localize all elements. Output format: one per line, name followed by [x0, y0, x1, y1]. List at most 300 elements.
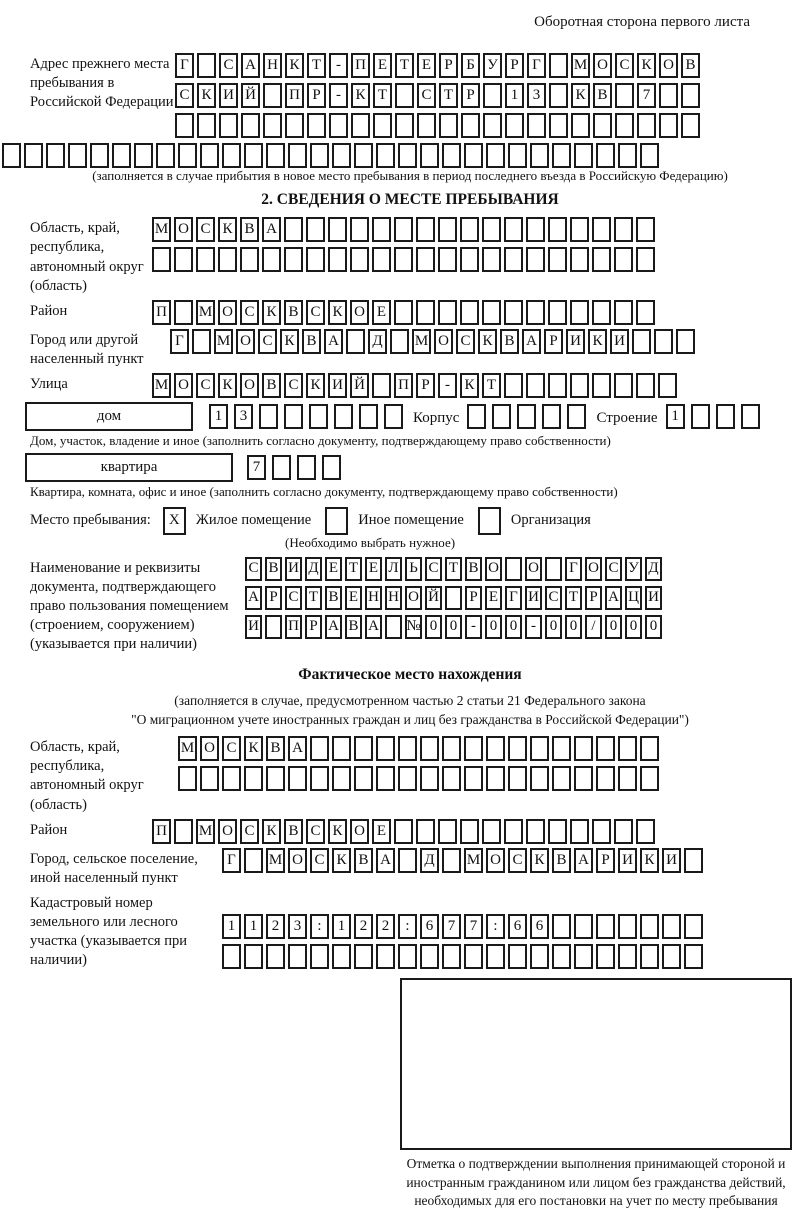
char-box[interactable]: 7 [442, 914, 461, 939]
char-box[interactable]: Т [565, 586, 582, 610]
char-box[interactable] [394, 300, 413, 325]
char-box[interactable] [395, 113, 414, 138]
char-box[interactable]: О [659, 53, 678, 78]
char-box[interactable] [662, 944, 681, 969]
char-box[interactable]: Г [170, 329, 189, 354]
char-box[interactable]: К [262, 819, 281, 844]
char-box[interactable]: И [219, 83, 238, 108]
char-box[interactable]: Г [222, 848, 241, 873]
char-box[interactable]: Е [417, 53, 436, 78]
char-box[interactable] [464, 143, 483, 168]
char-box[interactable] [439, 113, 458, 138]
char-box[interactable] [394, 217, 413, 242]
char-box[interactable]: И [662, 848, 681, 873]
char-box[interactable] [240, 247, 259, 272]
char-box[interactable]: О [218, 819, 237, 844]
char-box[interactable] [636, 819, 655, 844]
char-box[interactable] [632, 329, 651, 354]
char-box[interactable] [530, 736, 549, 761]
char-box[interactable]: М [266, 848, 285, 873]
char-box[interactable] [530, 944, 549, 969]
char-box[interactable] [244, 944, 263, 969]
char-box[interactable] [46, 143, 65, 168]
char-box[interactable] [574, 143, 593, 168]
char-box[interactable]: 1 [332, 914, 351, 939]
char-box[interactable] [548, 373, 567, 398]
char-box[interactable]: М [412, 329, 431, 354]
char-box[interactable] [508, 736, 527, 761]
char-box[interactable]: И [618, 848, 637, 873]
char-box[interactable]: 7 [247, 455, 266, 480]
cadastral-row2[interactable] [222, 944, 703, 969]
char-box[interactable]: Р [596, 848, 615, 873]
char-box[interactable] [307, 113, 326, 138]
char-box[interactable] [200, 766, 219, 791]
char-box[interactable] [310, 766, 329, 791]
char-box[interactable] [526, 217, 545, 242]
char-box[interactable]: В [345, 615, 362, 639]
char-box[interactable] [398, 944, 417, 969]
char-box[interactable] [420, 766, 439, 791]
char-box[interactable] [174, 819, 193, 844]
char-box[interactable] [618, 944, 637, 969]
char-box[interactable] [517, 404, 536, 429]
char-box[interactable] [284, 217, 303, 242]
char-box[interactable]: Й [350, 373, 369, 398]
char-box[interactable]: К [280, 329, 299, 354]
char-box[interactable] [552, 766, 571, 791]
char-box[interactable]: С [310, 848, 329, 873]
char-box[interactable]: Т [445, 557, 462, 581]
char-box[interactable]: В [284, 819, 303, 844]
char-box[interactable] [570, 373, 589, 398]
char-box[interactable] [178, 143, 197, 168]
char-box[interactable] [346, 329, 365, 354]
char-box[interactable] [640, 143, 659, 168]
char-box[interactable] [390, 329, 409, 354]
char-box[interactable] [549, 53, 568, 78]
char-box[interactable]: В [552, 848, 571, 873]
char-box[interactable] [24, 143, 43, 168]
char-box[interactable]: С [615, 53, 634, 78]
char-box[interactable]: 3 [234, 404, 253, 429]
district-row[interactable] [152, 300, 655, 325]
char-box[interactable]: Н [365, 586, 382, 610]
char-box[interactable]: А [262, 217, 281, 242]
char-box[interactable] [420, 143, 439, 168]
char-box[interactable] [310, 143, 329, 168]
char-box[interactable]: К [306, 373, 325, 398]
char-box[interactable] [508, 143, 527, 168]
char-box[interactable]: : [398, 914, 417, 939]
char-box[interactable]: К [640, 848, 659, 873]
char-box[interactable]: 0 [545, 615, 562, 639]
char-box[interactable]: В [354, 848, 373, 873]
char-box[interactable]: А [376, 848, 395, 873]
char-box[interactable]: 3 [288, 914, 307, 939]
char-box[interactable] [526, 819, 545, 844]
char-box[interactable] [309, 404, 328, 429]
char-box[interactable]: О [585, 557, 602, 581]
char-box[interactable]: К [478, 329, 497, 354]
char-box[interactable]: И [645, 586, 662, 610]
char-box[interactable]: О [236, 329, 255, 354]
char-box[interactable]: П [351, 53, 370, 78]
char-box[interactable]: И [245, 615, 262, 639]
char-box[interactable] [332, 766, 351, 791]
char-box[interactable] [482, 217, 501, 242]
char-box[interactable] [614, 300, 633, 325]
char-box[interactable]: О [174, 217, 193, 242]
char-box[interactable]: К [460, 373, 479, 398]
prev-address-row2[interactable] [175, 83, 700, 108]
char-box[interactable] [552, 143, 571, 168]
char-box[interactable] [329, 113, 348, 138]
char-box[interactable] [504, 247, 523, 272]
char-box[interactable] [716, 404, 735, 429]
char-box[interactable]: : [486, 914, 505, 939]
char-box[interactable]: Е [373, 53, 392, 78]
char-box[interactable] [306, 217, 325, 242]
char-box[interactable] [614, 819, 633, 844]
char-box[interactable] [385, 615, 402, 639]
char-box[interactable] [596, 143, 615, 168]
char-box[interactable] [636, 247, 655, 272]
char-box[interactable]: 0 [445, 615, 462, 639]
char-box[interactable] [684, 944, 703, 969]
char-box[interactable]: С [306, 300, 325, 325]
char-box[interactable] [530, 143, 549, 168]
char-box[interactable] [398, 736, 417, 761]
char-box[interactable] [259, 404, 278, 429]
char-box[interactable] [438, 217, 457, 242]
char-box[interactable] [614, 373, 633, 398]
char-box[interactable] [90, 143, 109, 168]
char-box[interactable]: О [350, 819, 369, 844]
char-box[interactable] [508, 944, 527, 969]
char-box[interactable]: А [365, 615, 382, 639]
char-box[interactable] [262, 247, 281, 272]
char-box[interactable] [684, 848, 703, 873]
char-box[interactable] [545, 557, 562, 581]
char-box[interactable] [288, 143, 307, 168]
char-box[interactable] [442, 944, 461, 969]
char-box[interactable]: О [174, 373, 193, 398]
char-box[interactable]: Т [307, 53, 326, 78]
char-box[interactable]: Н [263, 53, 282, 78]
char-box[interactable]: № [405, 615, 422, 639]
char-box[interactable]: Г [565, 557, 582, 581]
char-box[interactable] [416, 300, 435, 325]
char-box[interactable] [464, 766, 483, 791]
char-box[interactable]: И [285, 557, 302, 581]
char-box[interactable] [482, 300, 501, 325]
char-box[interactable] [505, 557, 522, 581]
char-box[interactable] [636, 373, 655, 398]
char-box[interactable] [636, 300, 655, 325]
char-box[interactable] [615, 83, 634, 108]
char-box[interactable]: С [240, 300, 259, 325]
char-box[interactable] [548, 819, 567, 844]
stroenie-boxes[interactable] [666, 404, 760, 429]
char-box[interactable] [442, 766, 461, 791]
char-box[interactable]: С [425, 557, 442, 581]
char-box[interactable]: 1 [244, 914, 263, 939]
char-box[interactable] [265, 615, 282, 639]
char-box[interactable] [354, 736, 373, 761]
char-box[interactable] [372, 247, 391, 272]
char-box[interactable] [526, 247, 545, 272]
char-box[interactable] [574, 766, 593, 791]
char-box[interactable] [68, 143, 87, 168]
char-box[interactable]: И [328, 373, 347, 398]
char-box[interactable]: 2 [266, 914, 285, 939]
char-box[interactable]: О [350, 300, 369, 325]
char-box[interactable] [288, 766, 307, 791]
char-box[interactable]: У [625, 557, 642, 581]
char-box[interactable] [614, 217, 633, 242]
char-box[interactable]: А [288, 736, 307, 761]
char-box[interactable] [659, 113, 678, 138]
char-box[interactable] [416, 247, 435, 272]
char-box[interactable] [548, 217, 567, 242]
char-box[interactable]: М [196, 819, 215, 844]
char-box[interactable] [542, 404, 561, 429]
char-box[interactable]: А [325, 615, 342, 639]
char-box[interactable]: Г [175, 53, 194, 78]
prev-address-row1[interactable] [175, 53, 700, 78]
char-box[interactable]: И [566, 329, 585, 354]
char-box[interactable]: А [522, 329, 541, 354]
char-box[interactable]: С [285, 586, 302, 610]
char-box[interactable]: О [218, 300, 237, 325]
char-box[interactable] [376, 766, 395, 791]
char-box[interactable] [174, 247, 193, 272]
char-box[interactable]: 2 [354, 914, 373, 939]
char-box[interactable]: 6 [508, 914, 527, 939]
char-box[interactable] [640, 736, 659, 761]
char-box[interactable]: М [152, 373, 171, 398]
char-box[interactable] [416, 217, 435, 242]
char-box[interactable]: В [265, 557, 282, 581]
char-box[interactable] [530, 766, 549, 791]
char-box[interactable]: 0 [425, 615, 442, 639]
char-box[interactable] [156, 143, 175, 168]
char-box[interactable]: В [266, 736, 285, 761]
char-box[interactable]: К [285, 53, 304, 78]
char-box[interactable] [461, 113, 480, 138]
fact-region-row2[interactable] [178, 766, 659, 791]
char-box[interactable]: Р [585, 586, 602, 610]
char-box[interactable] [527, 113, 546, 138]
char-box[interactable] [691, 404, 710, 429]
char-box[interactable] [654, 329, 673, 354]
char-box[interactable]: : [310, 914, 329, 939]
char-box[interactable]: М [152, 217, 171, 242]
char-box[interactable]: К [197, 83, 216, 108]
char-box[interactable]: К [328, 300, 347, 325]
char-box[interactable] [593, 113, 612, 138]
char-box[interactable]: Р [505, 53, 524, 78]
char-box[interactable] [416, 819, 435, 844]
char-box[interactable] [548, 300, 567, 325]
city-row[interactable] [170, 329, 695, 354]
char-box[interactable] [640, 914, 659, 939]
char-box[interactable] [741, 404, 760, 429]
char-box[interactable]: С [222, 736, 241, 761]
char-box[interactable] [334, 404, 353, 429]
char-box[interactable]: О [200, 736, 219, 761]
char-box[interactable]: Р [307, 83, 326, 108]
char-box[interactable]: К [637, 53, 656, 78]
char-box[interactable] [263, 113, 282, 138]
char-box[interactable] [297, 455, 316, 480]
char-box[interactable]: А [605, 586, 622, 610]
char-box[interactable] [395, 83, 414, 108]
char-box[interactable]: К [530, 848, 549, 873]
char-box[interactable]: О [525, 557, 542, 581]
char-box[interactable]: С [284, 373, 303, 398]
char-box[interactable]: 2 [376, 914, 395, 939]
char-box[interactable]: К [218, 217, 237, 242]
char-box[interactable] [285, 113, 304, 138]
char-box[interactable] [592, 247, 611, 272]
char-box[interactable] [438, 247, 457, 272]
char-box[interactable] [351, 113, 370, 138]
char-box[interactable]: С [219, 53, 238, 78]
char-box[interactable] [445, 586, 462, 610]
char-box[interactable] [332, 143, 351, 168]
char-box[interactable]: Б [461, 53, 480, 78]
char-box[interactable]: Р [461, 83, 480, 108]
char-box[interactable] [464, 736, 483, 761]
char-box[interactable]: А [324, 329, 343, 354]
char-box[interactable] [222, 944, 241, 969]
char-box[interactable] [592, 819, 611, 844]
checkbox-inoe[interactable] [325, 507, 348, 535]
char-box[interactable]: С [196, 373, 215, 398]
char-box[interactable]: 0 [565, 615, 582, 639]
char-box[interactable] [350, 247, 369, 272]
char-box[interactable] [592, 217, 611, 242]
char-box[interactable] [618, 914, 637, 939]
char-box[interactable] [373, 113, 392, 138]
char-box[interactable] [640, 766, 659, 791]
char-box[interactable]: К [351, 83, 370, 108]
char-box[interactable] [486, 736, 505, 761]
char-box[interactable] [398, 848, 417, 873]
char-box[interactable]: О [434, 329, 453, 354]
char-box[interactable] [442, 736, 461, 761]
char-box[interactable] [618, 766, 637, 791]
char-box[interactable]: П [152, 819, 171, 844]
char-box[interactable]: Т [373, 83, 392, 108]
char-box[interactable] [460, 300, 479, 325]
char-box[interactable]: Д [420, 848, 439, 873]
char-box[interactable]: М [571, 53, 590, 78]
char-box[interactable] [615, 113, 634, 138]
char-box[interactable]: 1 [666, 404, 685, 429]
char-box[interactable]: М [178, 736, 197, 761]
char-box[interactable]: Р [544, 329, 563, 354]
char-box[interactable] [152, 247, 171, 272]
char-box[interactable] [306, 247, 325, 272]
char-box[interactable] [681, 83, 700, 108]
char-box[interactable] [354, 944, 373, 969]
char-box[interactable] [570, 217, 589, 242]
char-box[interactable]: С [175, 83, 194, 108]
char-box[interactable]: Л [385, 557, 402, 581]
char-box[interactable]: 0 [625, 615, 642, 639]
cadastral-row1[interactable] [222, 914, 703, 939]
char-box[interactable] [354, 143, 373, 168]
char-box[interactable] [486, 944, 505, 969]
char-box[interactable] [284, 404, 303, 429]
char-box[interactable]: О [486, 848, 505, 873]
char-box[interactable]: О [288, 848, 307, 873]
char-box[interactable]: С [258, 329, 277, 354]
char-box[interactable]: 6 [420, 914, 439, 939]
char-box[interactable] [196, 247, 215, 272]
char-box[interactable]: С [456, 329, 475, 354]
char-box[interactable] [681, 113, 700, 138]
char-box[interactable]: Г [505, 586, 522, 610]
char-box[interactable]: Р [439, 53, 458, 78]
char-box[interactable] [178, 766, 197, 791]
char-box[interactable]: В [302, 329, 321, 354]
char-box[interactable]: 7 [637, 83, 656, 108]
char-box[interactable]: А [241, 53, 260, 78]
char-box[interactable] [592, 373, 611, 398]
checkbox-organizaciya[interactable] [478, 507, 501, 535]
char-box[interactable] [332, 736, 351, 761]
document-row2[interactable] [245, 586, 662, 610]
char-box[interactable] [614, 247, 633, 272]
char-box[interactable] [492, 404, 511, 429]
char-box[interactable] [266, 143, 285, 168]
char-box[interactable] [570, 247, 589, 272]
char-box[interactable] [659, 83, 678, 108]
char-box[interactable]: 6 [530, 914, 549, 939]
char-box[interactable]: М [196, 300, 215, 325]
char-box[interactable]: Н [385, 586, 402, 610]
char-box[interactable] [574, 914, 593, 939]
char-box[interactable]: С [240, 819, 259, 844]
apartment-boxes[interactable] [247, 455, 341, 480]
char-box[interactable] [592, 300, 611, 325]
char-box[interactable] [376, 944, 395, 969]
char-box[interactable] [596, 736, 615, 761]
char-box[interactable] [548, 247, 567, 272]
region-row1[interactable] [152, 217, 655, 242]
char-box[interactable]: Р [465, 586, 482, 610]
char-box[interactable] [174, 300, 193, 325]
char-box[interactable] [658, 373, 677, 398]
char-box[interactable] [420, 736, 439, 761]
char-box[interactable]: 0 [505, 615, 522, 639]
char-box[interactable] [574, 944, 593, 969]
char-box[interactable] [460, 819, 479, 844]
char-box[interactable] [460, 247, 479, 272]
char-box[interactable] [574, 736, 593, 761]
char-box[interactable] [526, 300, 545, 325]
char-box[interactable] [483, 83, 502, 108]
document-row1[interactable] [245, 557, 662, 581]
char-box[interactable] [464, 944, 483, 969]
char-box[interactable]: В [262, 373, 281, 398]
char-box[interactable]: 1 [222, 914, 241, 939]
char-box[interactable]: М [214, 329, 233, 354]
